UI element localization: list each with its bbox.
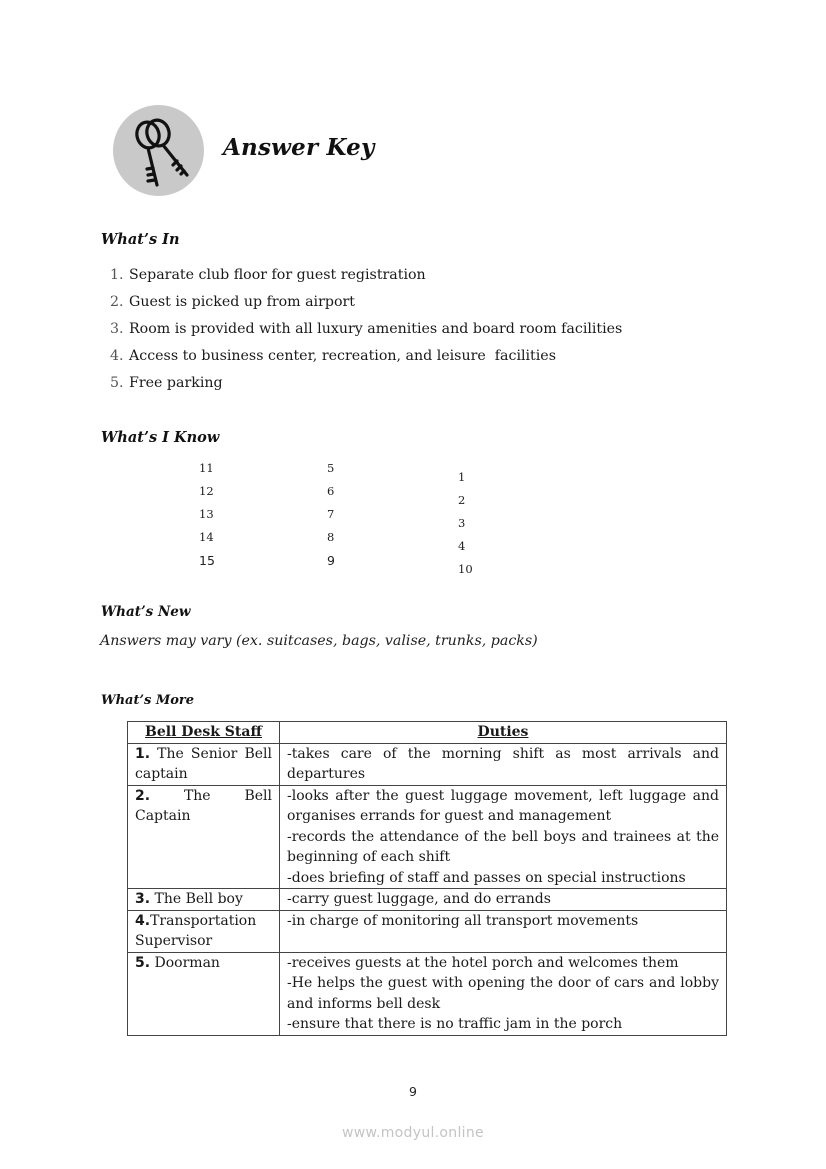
table-row [128,952,727,1035]
duties-cell: -looks after the guest luggage movement, left luggage and organises errands for guest and management -records the attendance of the bell boys and trainees at the beginning of each shift -does briefing of staff and passes on special instructions [280,785,727,889]
staff-cell: 1. The Senior Bell captain [128,743,280,785]
whats-new-answer: Answers may vary (ex. suitcases, bags, valise, trunks, packs) [100,633,538,649]
whats-in-list [110,262,622,397]
duties-cell: -carry guest luggage, and do errands [280,889,727,911]
duties-cell: -in charge of monitoring all transport movements [280,910,727,952]
list-item: 3. Room is provided with all luxury amenities and board room facilities [110,321,623,337]
column-header-duties: Duties [280,722,727,744]
duties-cell: -takes care of the morning shift as most arrivals and departures [280,743,727,785]
section-heading-whats-i-know: What’s I Know [101,429,220,446]
staff-cell: 3. The Bell boy [128,889,280,911]
watermark: www.modyul.online [342,1125,484,1141]
answer-column-1: 11 12 13 14 15 [199,461,215,568]
table-row [128,889,727,911]
bell-desk-duties-table [127,721,727,1036]
staff-cell: 2. The Bell Captain [128,785,280,889]
duties-cell: -receives guests at the hotel porch and welcomes them -He helps the guest with opening the door of cars and lobby and informs bell desk -ensure that there is no traffic jam in the porch [280,952,727,1035]
section-heading-whats-more: What’s More [101,693,195,708]
staff-cell: 4.Transportation Supervisor [128,910,280,952]
page-title: Answer Key [223,134,375,161]
list-item: 2. Guest is picked up from airport [110,294,355,310]
page-number: 9 [409,1084,417,1099]
table-header-row [128,722,727,744]
section-heading-whats-in: What’s In [101,231,180,248]
list-item: 1. Separate club floor for guest registration [110,267,426,283]
table-row [128,743,727,785]
keys-icon [113,105,204,196]
table-row [128,785,727,889]
staff-cell: 5. Doorman [128,952,280,1035]
list-item: 4. Access to business center, recreation, and leisure facilities [110,348,556,364]
answer-column-2: 5 6 7 8 9 [327,461,335,568]
list-item: 5. Free parking [110,375,223,391]
column-header-staff: Bell Desk Staff [128,722,280,744]
answer-column-3: 1 2 3 4 10 [458,470,473,576]
section-heading-whats-new: What’s New [101,604,191,620]
table-row [128,910,727,952]
